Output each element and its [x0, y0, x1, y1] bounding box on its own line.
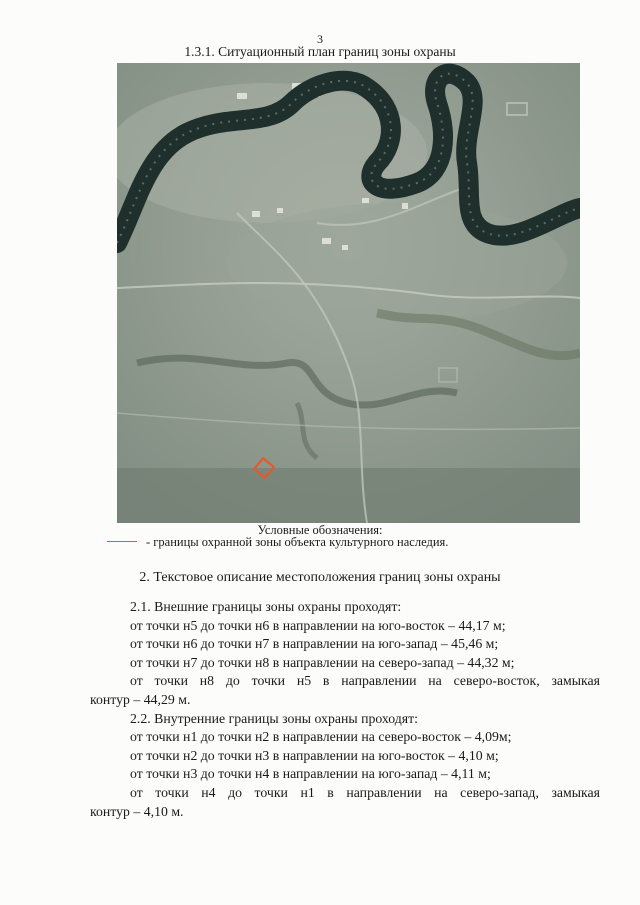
inner-line-2: от точки н2 до точки н3 в направлении на юго-восток – 4,10 м; [130, 747, 499, 763]
outer-line-1: от точки н5 до точки н6 в направлении на юго-восток – 44,17 м; [130, 617, 506, 633]
outer-line-2: от точки н6 до точки н7 в направлении на юго-запад – 45,46 м; [130, 636, 499, 652]
legend-line-symbol [107, 541, 137, 542]
situation-map [117, 63, 580, 523]
section-title: 2. Текстовое описание местоположения границ зоны охраны [139, 570, 501, 585]
outer-line-4a: от точки н8 до точки н5 в направлении на северо-восток, замыкая [130, 673, 600, 689]
outer-line-4b: контур – 44,29 м. [90, 691, 191, 707]
inner-heading: 2.2. Внутренние границы зоны охраны проходят: [130, 710, 419, 726]
map-title: 1.3.1. Ситуационный план границ зоны охраны [184, 44, 456, 59]
outer-line-3: от точки н7 до точки н8 в направлении на северо-запад – 44,32 м; [130, 654, 515, 670]
satellite-image [117, 63, 580, 523]
legend-title: Условные обозначения: [257, 523, 383, 537]
page-number: 3 [317, 32, 323, 46]
inner-line-1: от точки н1 до точки н2 в направлении на северо-восток – 4,09м; [130, 729, 512, 745]
terrain-dark-band [117, 468, 580, 523]
legend-item-text: - границы охранной зоны объекта культурного наследия. [146, 535, 449, 549]
inner-line-4b: контур – 4,10 м. [90, 803, 184, 819]
inner-line-4a: от точки н4 до точки н1 в направлении на северо-запад, замыкая [130, 784, 600, 800]
terrain-patch [227, 203, 567, 323]
boundary-description [90, 598, 600, 821]
inner-line-3: от точки н3 до точки н4 в направлении на юго-запад – 4,11 м; [130, 766, 491, 782]
outer-heading: 2.1. Внешние границы зоны охраны проходят: [130, 599, 402, 614]
